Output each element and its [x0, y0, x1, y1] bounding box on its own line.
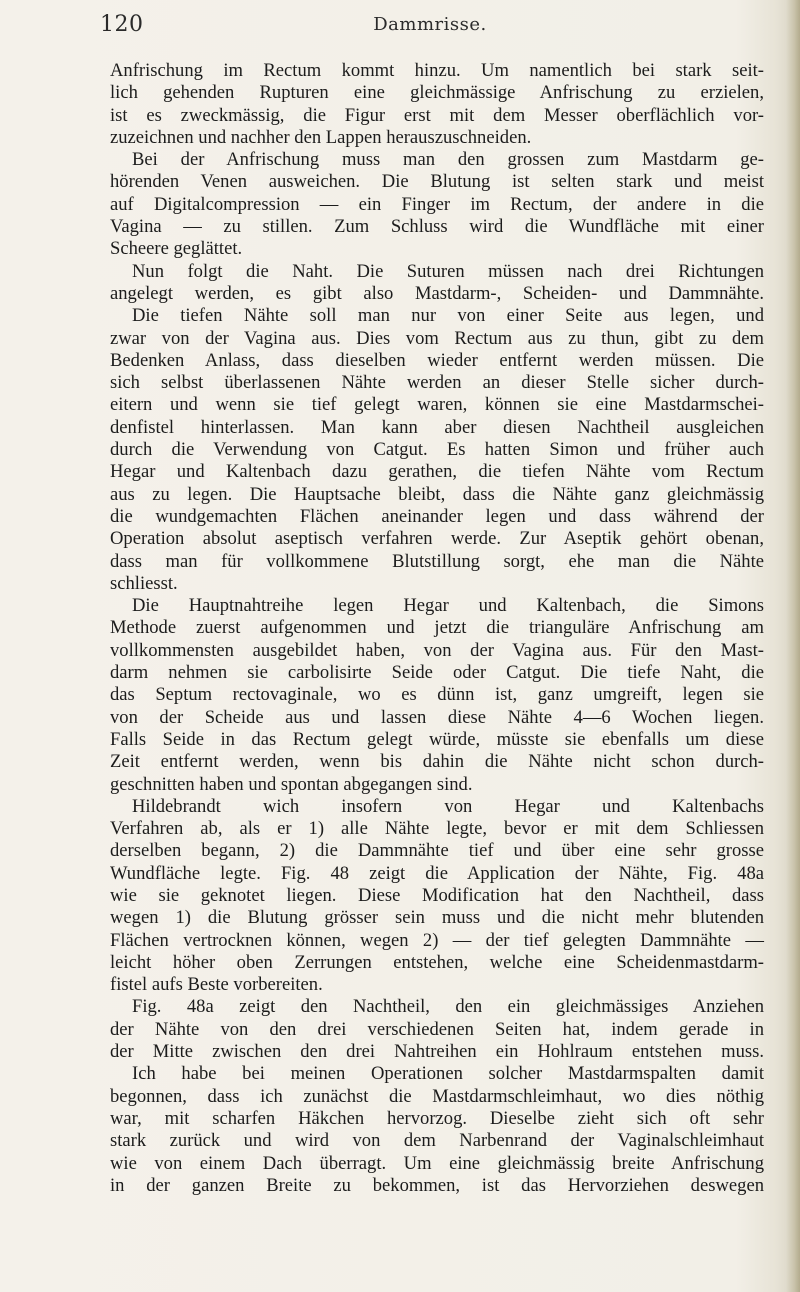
text-line: Zeit entfernt werden, wenn bis dahin die Nähte nicht schon durch- [110, 751, 764, 773]
text-line: zwar von der Vagina aus. Dies vom Rectum aus zu thun, gibt zu dem [110, 327, 764, 349]
text-line: hörenden Venen ausweichen. Die Blutung ist selten stark und meist [110, 171, 764, 193]
text-line: durch die Verwendung von Catgut. Es hatten Simon und früher auch [110, 439, 764, 461]
page-number: 120 [100, 12, 144, 37]
text-line: aus zu legen. Die Hauptsache bleibt, dass die Nähte ganz gleichmässig [110, 483, 764, 505]
text-line: geschnitten haben und spontan abgegangen sind. [110, 773, 473, 795]
text-line: Bei der Anfrischung muss man den grossen zum Mastdarm ge- [132, 149, 764, 171]
page-header [100, 12, 760, 42]
text-line: dass man für vollkommene Blutstillung sorgt, ehe man die Nähte [110, 550, 764, 572]
text-line: Hegar und Kaltenbach dazu gerathen, die tiefen Nähte vom Rectum [110, 461, 764, 483]
text-line: angelegt werden, es gibt also Mastdarm-, Scheiden- und Dammnähte. [110, 282, 764, 304]
text-line: derselben begann, 2) die Dammnähte tief und über eine sehr grosse [110, 840, 764, 862]
text-line: fistel aufs Beste vorbereiten. [110, 974, 323, 996]
text-line: Scheere geglättet. [110, 238, 243, 260]
text-line: zuzeichnen und nachher den Lappen herauszuschneiden. [110, 126, 532, 148]
text-line: der Nähte von den drei verschiedenen Seiten hat, indem gerade in [110, 1018, 764, 1040]
text-line: Anfrischung im Rectum kommt hinzu. Um namentlich bei stark seit- [110, 60, 764, 81]
text-line: auf Digitalcompression — ein Finger im Rectum, der andere in die [110, 193, 764, 215]
text-line: schliesst. [110, 572, 178, 594]
text-line: der Mitte zwischen den drei Nahtreihen ein Hohlraum entstehen muss. [110, 1041, 764, 1063]
text-line: Falls Seide in das Rectum gelegt würde, müsste sie ebenfalls um diese [110, 728, 764, 750]
text-line: wegen 1) die Blutung grösser sein muss und die nicht mehr blutenden [110, 907, 764, 929]
text-line: Flächen vertrocknen können, wegen 2) — der tief gelegten Dammnähte — [110, 929, 764, 951]
text-line: denfistel hinterlassen. Man kann aber diesen Nachtheil ausgleichen [110, 416, 764, 438]
text-line: das Septum rectovaginale, wo es dünn ist, ganz umgreift, legen sie [110, 684, 764, 706]
text-line: Wundfläche legte. Fig. 48 zeigt die Application der Nähte, Fig. 48a [110, 862, 764, 884]
body-text [110, 60, 764, 1197]
text-line: Vagina — zu stillen. Zum Schluss wird die Wundfläche mit einer [110, 216, 764, 238]
text-line: vollkommensten ausgebildet haben, von der Vagina aus. Für den Mast- [110, 639, 764, 661]
text-line: darm nehmen sie carbolisirte Seide oder Catgut. Die tiefe Naht, die [110, 662, 764, 684]
text-line: ist es zweckmässig, die Figur erst mit dem Messer oberflächlich vor- [110, 104, 764, 126]
text-line: Operation absolut aseptisch verfahren werde. Zur Aseptik gehört obenan, [110, 528, 764, 550]
text-line: Fig. 48a zeigt den Nachtheil, den ein gleichmässiges Anziehen [132, 996, 764, 1018]
page-edge-shadow [786, 0, 800, 1292]
text-line: Verfahren ab, als er 1) alle Nähte legte, bevor er mit dem Schliessen [110, 818, 764, 840]
text-line: sich selbst überlassenen Nähte werden an dieser Stelle sicher durch- [110, 372, 764, 394]
text-line: war, mit scharfen Häkchen hervorzog. Dieselbe zieht sich oft sehr [110, 1107, 764, 1129]
text-line: von der Scheide aus und lassen diese Nähte 4—6 Wochen liegen. [110, 706, 764, 728]
text-line: wie von einem Dach überragt. Um eine gleichmässig breite Anfrischung [110, 1152, 764, 1174]
text-line: Hildebrandt wich insofern von Hegar und Kaltenbachs [132, 795, 764, 817]
text-line: Ich habe bei meinen Operationen solcher Mastdarmspalten damit [132, 1063, 764, 1085]
text-line: eitern und wenn sie tief gelegt waren, können sie eine Mastdarmschei- [110, 394, 764, 416]
text-line: Die tiefen Nähte soll man nur von einer Seite aus legen, und [132, 305, 764, 327]
text-line: Bedenken Anlass, dass dieselben wieder entfernt werden müssen. Die [110, 349, 764, 371]
text-line: die wundgemachten Flächen aneinander legen und dass während der [110, 505, 764, 527]
text-line: leicht höher oben Zerrungen entstehen, welche eine Scheidenmastdarm- [110, 951, 764, 973]
text-line: in der ganzen Breite zu bekommen, ist das Hervorziehen deswegen [110, 1174, 764, 1196]
text-line: Methode zuerst aufgenommen und jetzt die trianguläre Anfrischung am [110, 617, 764, 639]
text-line: lich gehenden Rupturen eine gleichmässige Anfrischung zu erzielen, [110, 82, 764, 104]
text-line: stark zurück und wird von dem Narbenrand der Vaginalschleimhaut [110, 1130, 764, 1152]
text-line: Nun folgt die Naht. Die Suturen müssen nach drei Richtungen [132, 260, 764, 282]
text-line: wie sie geknotet liegen. Diese Modification hat den Nachtheil, dass [110, 884, 764, 906]
running-head: Dammrisse. [373, 14, 487, 35]
text-line: begonnen, dass ich zunächst die Mastdarmschleimhaut, wo dies nöthig [110, 1085, 764, 1107]
text-line: Die Hauptnahtreihe legen Hegar und Kaltenbach, die Simons [132, 595, 764, 617]
